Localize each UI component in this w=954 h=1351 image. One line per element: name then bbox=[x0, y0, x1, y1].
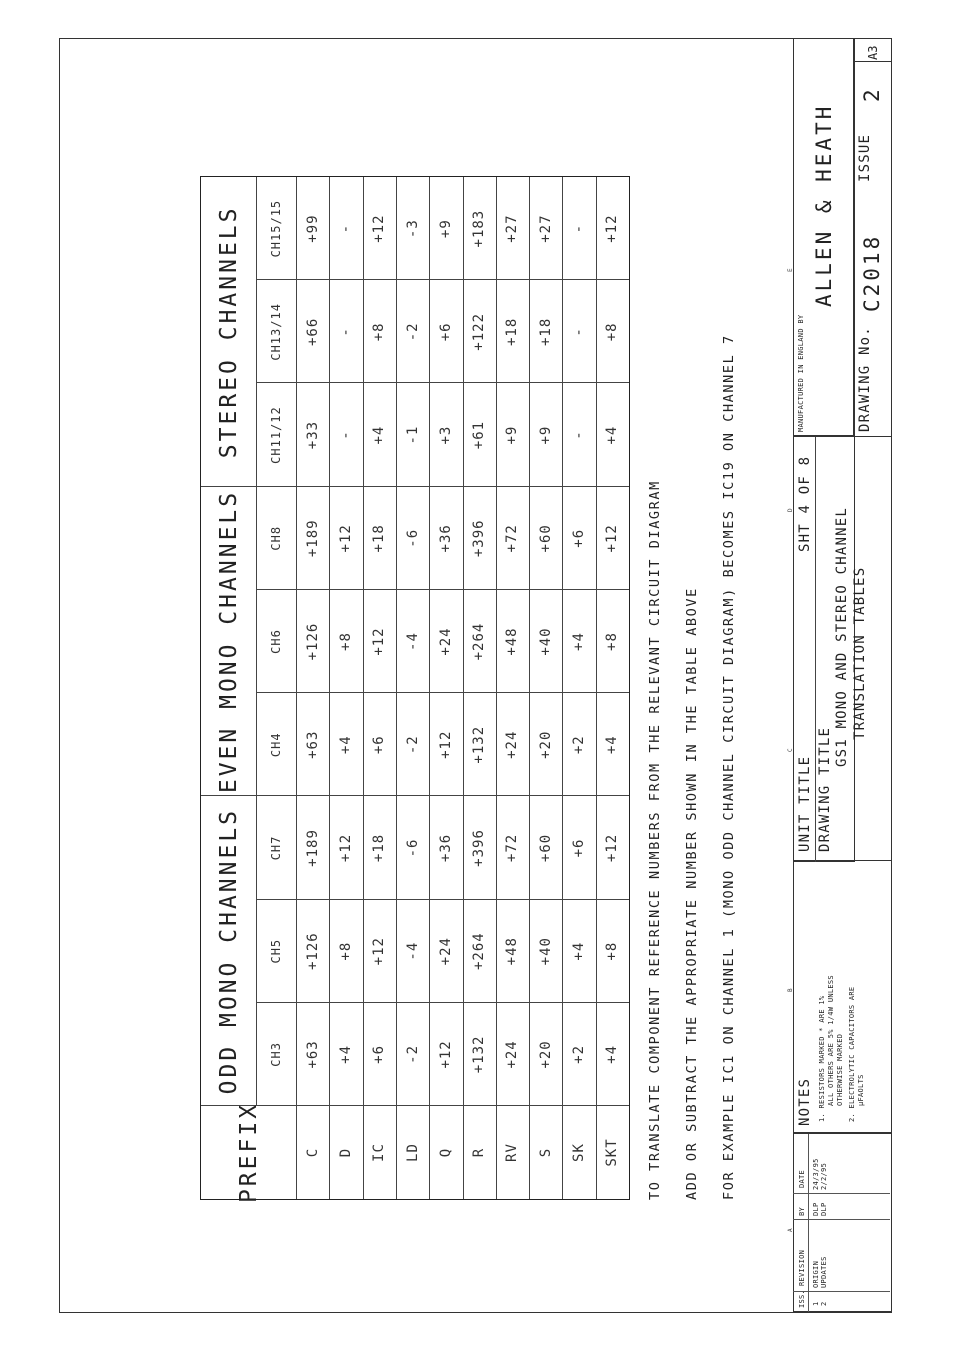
table-cell: +72 bbox=[504, 524, 521, 553]
drawing-no-label: DRAWING No. bbox=[857, 326, 873, 432]
table-cell: +60 bbox=[537, 833, 554, 863]
table-cell: +20 bbox=[537, 730, 554, 759]
table-cell: +183 bbox=[471, 209, 488, 248]
rotated-drawing bbox=[60, 39, 891, 1312]
table-cell: -1 bbox=[404, 425, 421, 445]
instruction-line-3: FOR EXAMPLE IC1 ON CHANNEL 1 (MONO ODD CHANNEL CIRCUIT DIAGRAM) BECOMES IC19 ON CHANNEL 7 bbox=[721, 334, 737, 1200]
note-1: 1. RESISTORS MARKED * ARE 1% bbox=[818, 995, 826, 1122]
table-cell: +4 bbox=[337, 1044, 354, 1064]
rev-1-date: 24/3/95 bbox=[812, 1158, 820, 1190]
table-cell: +8 bbox=[337, 632, 354, 651]
table-cell: +8 bbox=[604, 322, 621, 342]
drawing-title-line1: GS1 MONO AND STEREO CHANNEL bbox=[834, 507, 850, 767]
group-header: STEREO CHANNELS bbox=[215, 205, 242, 459]
channel-header: CH3 bbox=[269, 1042, 283, 1067]
row-prefix: RV bbox=[504, 1143, 521, 1162]
table-cell: +12 bbox=[337, 524, 354, 553]
table-cell: +6 bbox=[571, 528, 588, 548]
table-cell: -2 bbox=[404, 322, 421, 342]
rev-2-revision: UPDATES bbox=[820, 1256, 828, 1288]
table-cell: +40 bbox=[537, 627, 554, 656]
table-cell: +4 bbox=[337, 735, 354, 755]
table-cell: +126 bbox=[304, 622, 321, 661]
channel-header: CH4 bbox=[269, 732, 283, 758]
table-cell: +99 bbox=[304, 214, 321, 243]
table-cell: +72 bbox=[504, 833, 521, 863]
table-cell: +63 bbox=[304, 730, 321, 759]
table-cell: +24 bbox=[437, 937, 454, 966]
table-cell: -6 bbox=[404, 528, 421, 548]
table-cell: +12 bbox=[437, 1040, 454, 1069]
note-1b: ALL OTHERS ARE 5% 1/4W UNLESS bbox=[827, 975, 835, 1106]
table-cell: +9 bbox=[504, 425, 521, 445]
table-cell: +24 bbox=[437, 627, 454, 656]
table-cell: +132 bbox=[471, 1035, 488, 1074]
note-1c: OTHERWISE MARKED bbox=[836, 1033, 844, 1106]
group-header: ODD MONO CHANNELS bbox=[215, 807, 242, 1095]
table-cell: +66 bbox=[304, 317, 321, 346]
table-cell: +20 bbox=[537, 1040, 554, 1069]
table-cell: - bbox=[337, 223, 354, 234]
notes-title: NOTES bbox=[797, 1077, 813, 1126]
rev-2-date: 2/2/95 bbox=[820, 1162, 828, 1190]
table-cell: +18 bbox=[371, 833, 388, 863]
table-cell: +9 bbox=[437, 219, 454, 239]
table-cell: +396 bbox=[471, 519, 488, 558]
table-cell: +24 bbox=[504, 1040, 521, 1069]
table-cell: +12 bbox=[604, 833, 621, 863]
table-cell: +8 bbox=[604, 632, 621, 651]
rev-header-by: BY bbox=[798, 1206, 806, 1216]
table-cell: +27 bbox=[504, 214, 521, 243]
note-2b: µFAOLTS bbox=[857, 1074, 865, 1106]
row-prefix: C bbox=[304, 1147, 321, 1158]
table-cell: +12 bbox=[371, 627, 388, 656]
issue-number: 2 bbox=[860, 86, 884, 102]
instruction-line-2: ADD OR SUBTRACT THE APPROPRIATE NUMBER SHOWN IN THE TABLE ABOVE bbox=[684, 587, 700, 1200]
table-cell: +40 bbox=[537, 937, 554, 966]
row-prefix: Q bbox=[437, 1147, 454, 1158]
company-name: ALLEN & HEATH bbox=[812, 103, 836, 307]
table-cell: +8 bbox=[337, 941, 354, 961]
table-cell: +36 bbox=[437, 524, 454, 553]
table-cell: +60 bbox=[537, 524, 554, 553]
table-cell: +4 bbox=[571, 632, 588, 651]
row-prefix: SKT bbox=[604, 1138, 621, 1167]
table-cell: +6 bbox=[571, 838, 588, 858]
channel-header: CH11/12 bbox=[269, 406, 283, 464]
table-cell: -4 bbox=[404, 941, 421, 961]
table-cell: +2 bbox=[571, 735, 588, 755]
table-cell: +18 bbox=[537, 317, 554, 346]
zone-mark: B bbox=[787, 988, 794, 992]
issue-label: ISSUE bbox=[857, 133, 873, 182]
table-cell: +48 bbox=[504, 627, 521, 656]
row-prefix: S bbox=[537, 1147, 554, 1158]
channel-header: CH13/14 bbox=[269, 303, 283, 361]
channel-header: CH6 bbox=[269, 629, 283, 654]
rev-1-by: DLP bbox=[812, 1202, 820, 1216]
drawing-title-line2: TRANSLATION TABLES bbox=[852, 566, 868, 740]
translation-table bbox=[200, 176, 630, 1204]
table-cell: +8 bbox=[371, 322, 388, 342]
table-cell: +264 bbox=[471, 932, 488, 971]
rev-2-by: DLP bbox=[820, 1202, 828, 1216]
drawing-sheet bbox=[59, 38, 892, 1313]
table-cell: +4 bbox=[571, 941, 588, 961]
row-prefix: R bbox=[471, 1147, 488, 1158]
table-cell: +122 bbox=[471, 312, 488, 351]
table-cell: +6 bbox=[371, 1044, 388, 1064]
table-cell: +12 bbox=[371, 937, 388, 966]
zone-mark: C bbox=[787, 748, 794, 752]
table-cell: -4 bbox=[404, 632, 421, 651]
table-cell: - bbox=[571, 223, 588, 234]
table-cell: +27 bbox=[537, 214, 554, 243]
table-cell: - bbox=[571, 430, 588, 440]
table-cell: +12 bbox=[437, 730, 454, 759]
table-cell: +4 bbox=[604, 735, 621, 755]
table-cell: +9 bbox=[537, 425, 554, 445]
table-cell: +2 bbox=[571, 1044, 588, 1064]
sheet-number: SHT 4 OF 8 bbox=[797, 455, 813, 552]
table-cell: +3 bbox=[437, 425, 454, 445]
prefix-header: PREFIX bbox=[235, 1101, 262, 1204]
channel-header: CH7 bbox=[269, 835, 283, 861]
channel-header: CH8 bbox=[269, 525, 283, 551]
table-cell: +4 bbox=[371, 425, 388, 445]
table-cell: +61 bbox=[471, 420, 488, 450]
rev-header-revision: REVISION bbox=[798, 1249, 806, 1286]
table-cell: +36 bbox=[437, 833, 454, 863]
table-cell: +8 bbox=[604, 941, 621, 961]
rev-2-iss: 2 bbox=[820, 1301, 828, 1306]
channel-header: CH15/15 bbox=[269, 199, 283, 258]
table-cell: +63 bbox=[304, 1040, 321, 1069]
table-cell: +48 bbox=[504, 937, 521, 966]
table-cell: - bbox=[337, 327, 354, 337]
table-cell: +4 bbox=[604, 425, 621, 445]
table-cell: -2 bbox=[404, 1044, 421, 1064]
instruction-line-1: TO TRANSLATE COMPONENT REFERENCE NUMBERS FROM THE RELEVANT CIRCUIT DIAGRAM bbox=[647, 480, 663, 1200]
row-prefix: D bbox=[337, 1147, 354, 1158]
table-cell: +126 bbox=[304, 932, 321, 971]
zone-mark: A bbox=[787, 1228, 794, 1232]
table-cell: +12 bbox=[604, 524, 621, 553]
row-prefix: SK bbox=[571, 1143, 588, 1162]
channel-header: CH5 bbox=[269, 938, 283, 964]
table-cell: -3 bbox=[404, 219, 421, 239]
group-header: EVEN MONO CHANNELS bbox=[215, 489, 242, 794]
manufactured-label: MANUFACTURED IN ENGLAND BY bbox=[797, 314, 805, 432]
row-prefix: LD bbox=[404, 1143, 421, 1162]
table-cell: +6 bbox=[371, 735, 388, 755]
table-cell: +12 bbox=[371, 214, 388, 243]
rev-header-date: DATE bbox=[798, 1169, 806, 1188]
rev-1-iss: 1 bbox=[812, 1301, 820, 1306]
row-prefix: IC bbox=[371, 1143, 388, 1162]
note-2: 2. ELECTROLYTIC CAPACITORS ARE bbox=[848, 986, 856, 1122]
table-cell: +132 bbox=[471, 725, 488, 764]
rev-1-revision: ORIGIN bbox=[812, 1260, 820, 1288]
table-cell: +189 bbox=[304, 829, 321, 867]
table-cell: -2 bbox=[404, 735, 421, 755]
table-cell: +18 bbox=[371, 524, 388, 553]
table-cell: +24 bbox=[504, 730, 521, 759]
table-cell: +6 bbox=[437, 322, 454, 342]
table-cell: +33 bbox=[304, 420, 321, 450]
drawing-number: C2018 bbox=[860, 233, 884, 312]
rev-header-iss: ISS. bbox=[798, 1289, 806, 1308]
zone-mark: E bbox=[787, 268, 794, 272]
zone-mark: D bbox=[787, 508, 794, 512]
table-cell: +12 bbox=[337, 833, 354, 863]
unit-title-label: UNIT TITLE bbox=[797, 755, 813, 852]
table-cell: +12 bbox=[604, 214, 621, 243]
table-cell: - bbox=[571, 327, 588, 337]
table-cell: +18 bbox=[504, 317, 521, 346]
table-cell: +396 bbox=[471, 829, 488, 867]
table-cell: +264 bbox=[471, 622, 488, 661]
table-cell: +4 bbox=[604, 1044, 621, 1064]
table-cell: -6 bbox=[404, 838, 421, 858]
table-cell: - bbox=[337, 430, 354, 440]
sheet-size: A3 bbox=[866, 45, 880, 60]
table-cell: +189 bbox=[304, 519, 321, 558]
drawing-title-label: DRAWING TITLE bbox=[817, 726, 833, 852]
